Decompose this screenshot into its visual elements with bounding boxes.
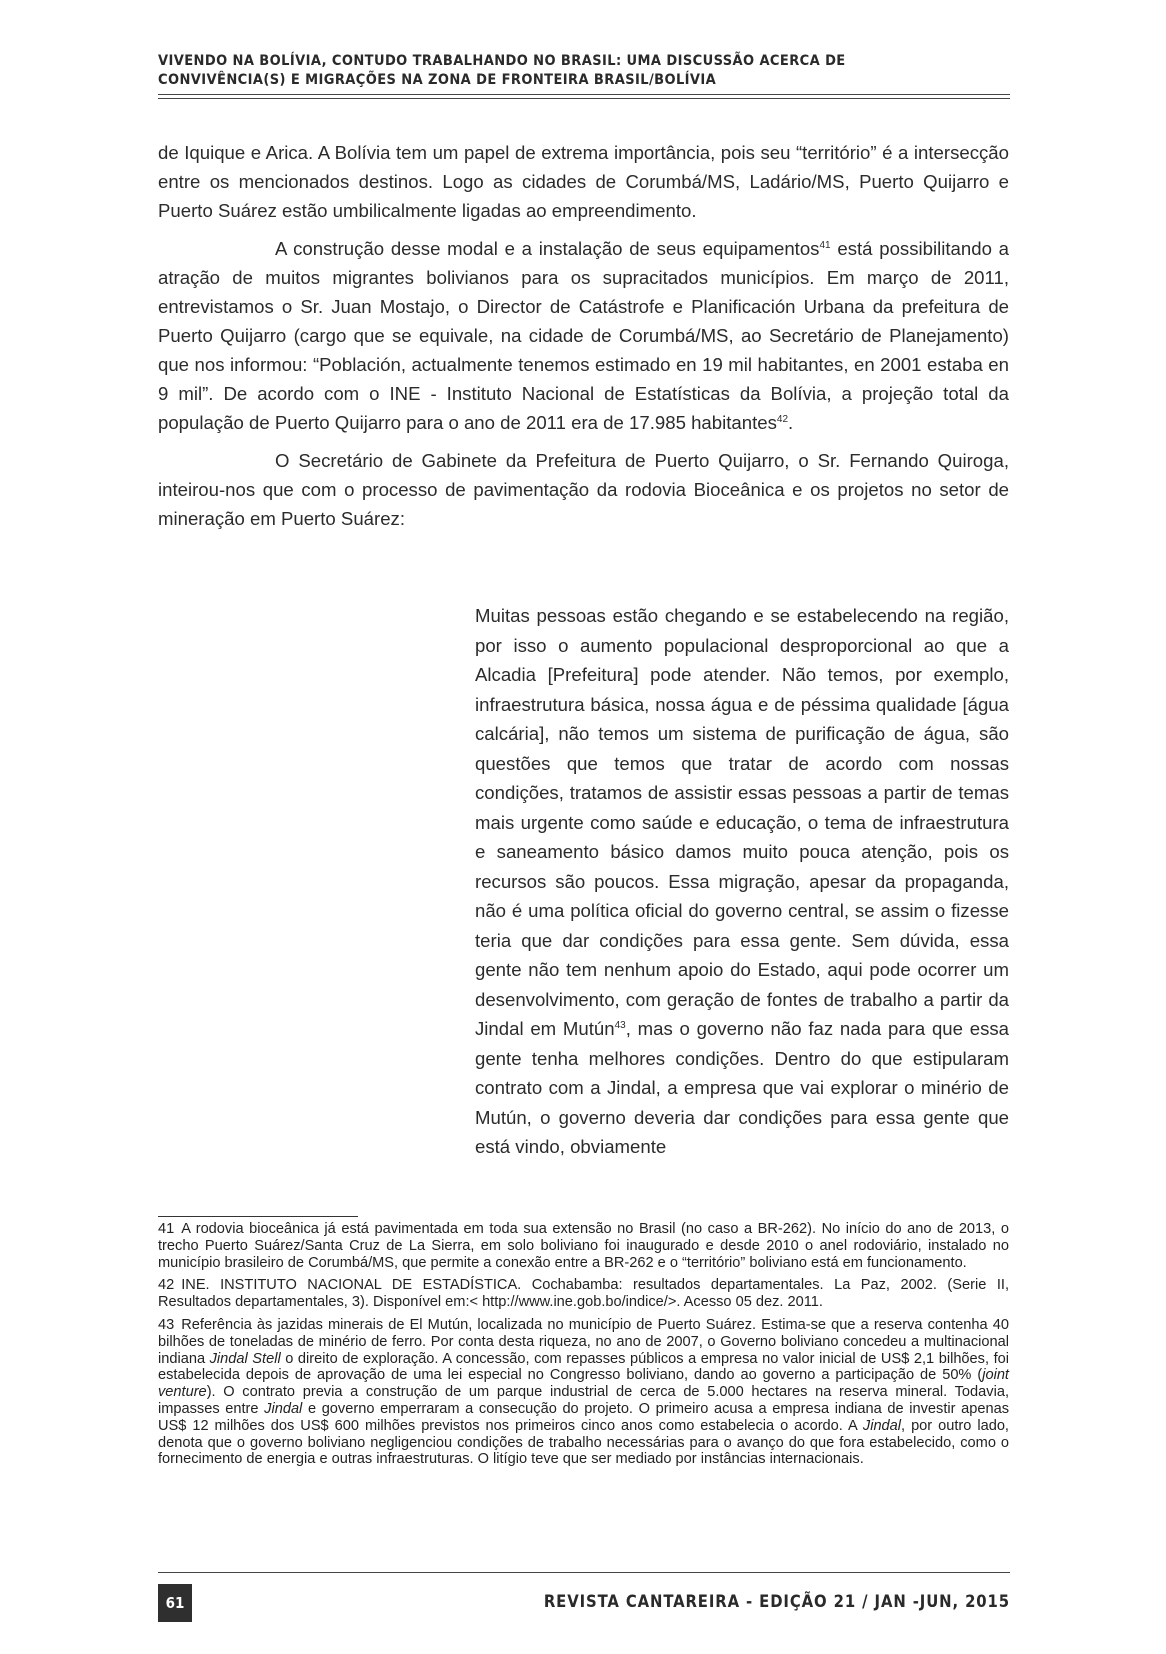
footnote-text: , por outro lado, denota que o governo boliviano negligenciou condições de trabalho necessárias para o avanço do que fora estabelecido, como o fornecimento de energia e outras infraestruturas. O litígio teve que ser mediado por instâncias internacionais. <box>158 1417 1009 1468</box>
footer-rule <box>158 1572 1010 1573</box>
page-number: 61 <box>158 1584 192 1622</box>
footnote-number: 43 <box>158 1316 175 1333</box>
paragraph-2 <box>158 234 1009 437</box>
footnote-number: 42 <box>158 1277 175 1294</box>
header-rule-top <box>158 94 1010 95</box>
paragraph-3: O Secretário de Gabinete da Prefeitura de Puerto Quijarro, o Sr. Fernando Quiroga, inteirou-nos que com o processo de pavimentação da rodovia Bioceânica e os projetos no setor de mineração em Puerto Suárez: <box>158 450 1009 529</box>
footnote-text: A rodovia bioceânica já está pavimentada em toda sua extensão no Brasil (no caso a BR-262). No início do ano de 2013, o trecho Puerto Suárez/Santa Cruz de La Sierra, em solo boliviano foi inaugurado e desde 2010 o anel rodoviário, instalado no município brasileiro de Corumbá/MS, que permite a conexão entre a BR-262 e o “território” boliviano está em funcionamento. <box>158 1221 1009 1271</box>
footnote-text: INE. INSTITUTO NACIONAL DE ESTADÍSTICA. Cochabamba: resultados departamentales. La Paz, 2002. (Serie II, Resultados departamentales, 3). Disponível em:< http://www.ine.gob.bo/indice/>. Acesso 05 dez. 2011. <box>158 1277 1009 1311</box>
running-header <box>158 52 1018 90</box>
paragraph-2-text-a: A construção desse modal e a instalação de seus equipamentos <box>275 238 820 259</box>
footnote-42 <box>158 1277 1009 1311</box>
footnote-italic: Jindal Stell <box>209 1350 281 1367</box>
paragraph-1: de Iquique e Arica. A Bolívia tem um papel de extrema importância, pois seu “território” é a intersecção entre os mencionados destinos. Logo as cidades de Corumbá/MS, Ladário/MS, Puerto Quijarro e Puerto Suárez estão umbilicalmente ligadas ao empreendimento. <box>158 142 1009 221</box>
footnote-text: e governo emperraram a consecução do projeto. O primeiro acusa a empresa indiana de investir apenas US$ 12 milhões dos US$ 600 milhões previstos nos primeiros cinco anos como estabelecia o acordo. A <box>158 1400 1009 1434</box>
footnotes <box>158 1221 1009 1474</box>
paragraph-2-end: . <box>788 412 794 433</box>
main-text <box>158 138 1009 542</box>
footnote-41 <box>158 1221 1009 1271</box>
running-header-line-1: VIVENDO NA BOLÍVIA, CONTUDO TRABALHANDO NO BRASIL: UMA DISCUSSÃO ACERCA DE <box>158 53 846 69</box>
block-quote-text-b: , mas o governo não faz nada para que essa gente tenha melhores condições. Dentro do que estipularam contrato com a Jindal, a empresa que vai explorar o minério de Mutún, o governo deveria dar condições para essa gente que está vindo, obviamente <box>475 1018 1009 1157</box>
footnote-43 <box>158 1317 1009 1468</box>
footnote-text: o direito de exploração. A concessão, com repasses públicos a empresa no valor inicial de US$ 2,1 bilhões, foi estabelecida depois de aprovação de uma lei especial no Congresso boliviano, dando ao governo a participação de 50% ( <box>158 1350 1009 1384</box>
footnote-number: 41 <box>158 1221 175 1237</box>
footnote-italic: joint venture <box>158 1367 1009 1401</box>
footnote-ref-43[interactable]: 43 <box>614 1020 626 1031</box>
footnote-italic: Jindal <box>264 1400 303 1417</box>
footnote-text: ). O contrato previa a construção de um parque industrial de cerca de 5.000 hectares na reserva mineral. Todavia, impasses entre <box>158 1384 1009 1417</box>
footnote-text: Referência às jazidas minerais de El Mutún, localizada no município de Puerto Suárez. Estima-se que a reserva contenha 40 bilhões de toneladas de minério de ferro. Por conta desta riqueza, no ano de 2007, o Governo boliviano concedeu a multinacional indiana <box>158 1316 1009 1367</box>
block-quote-text-a: Muitas pessoas estão chegando e se estabelecendo na região, por isso o aumento populacional desproporcional ao que a Alcadia [Prefeitura] pode atender. Não temos, por exemplo, infraestrutura básica, nossa água e de péssima qualidade [água calcária], não temos um sistema de purificação de água, são questões que temos que tratar de acordo com nossas condições, tratamos de assistir essas pessoas a partir de temas mais urgente como saúde e educação, o tema de infraestrutura e saneamento básico damos muito pouca atenção, pois os recursos são poucos. Essa migração, apesar da propaganda, não é uma política oficial do governo central, se assim o fizesse teria que dar condições para essa gente. Sem dúvida, essa gente não tem nenhum apoio do Estado, aqui pode ocorrer um desenvolvimento, com geração de fontes de trabalho a partir da Jindal em Mutún <box>475 605 1009 1039</box>
footnote-italic: Jindal <box>862 1417 902 1434</box>
block-quote <box>475 601 1009 1162</box>
header-rule-bottom <box>158 98 1010 99</box>
footnote-separator <box>158 1216 358 1217</box>
journal-name: REVISTA CANTAREIRA - EDIÇÃO 21 / JAN -JUN, 2015 <box>543 1592 1010 1611</box>
footnote-ref-42[interactable]: 42 <box>776 414 789 425</box>
footnote-ref-41[interactable]: 41 <box>819 240 831 251</box>
running-header-line-2: CONVIVÊNCIA(S) E MIGRAÇÕES NA ZONA DE FRONTEIRA BRASIL/BOLÍVIA <box>158 72 717 88</box>
paragraph-2-text-b: está possibilitando a atração de muitos migrantes bolivianos para os supracitados municípios. Em março de 2011, entrevistamos o Sr. Juan Mostajo, o Director de Catástrofe e Planificación Urbana da prefeitura de Puerto Quijarro (cargo que se equivale, na cidade de Corumbá/MS, ao Secretário de Planejamento) que nos informou: “Población, actualmente tenemos estimado en 19 mil habitantes, en 2001 estaba en 9 mil”. De acordo com o INE - Instituto Nacional de Estatísticas da Bolívia, a projeção total da população de Puerto Quijarro para o ano de 2011 era de 17.985 habitantes <box>158 238 1010 433</box>
